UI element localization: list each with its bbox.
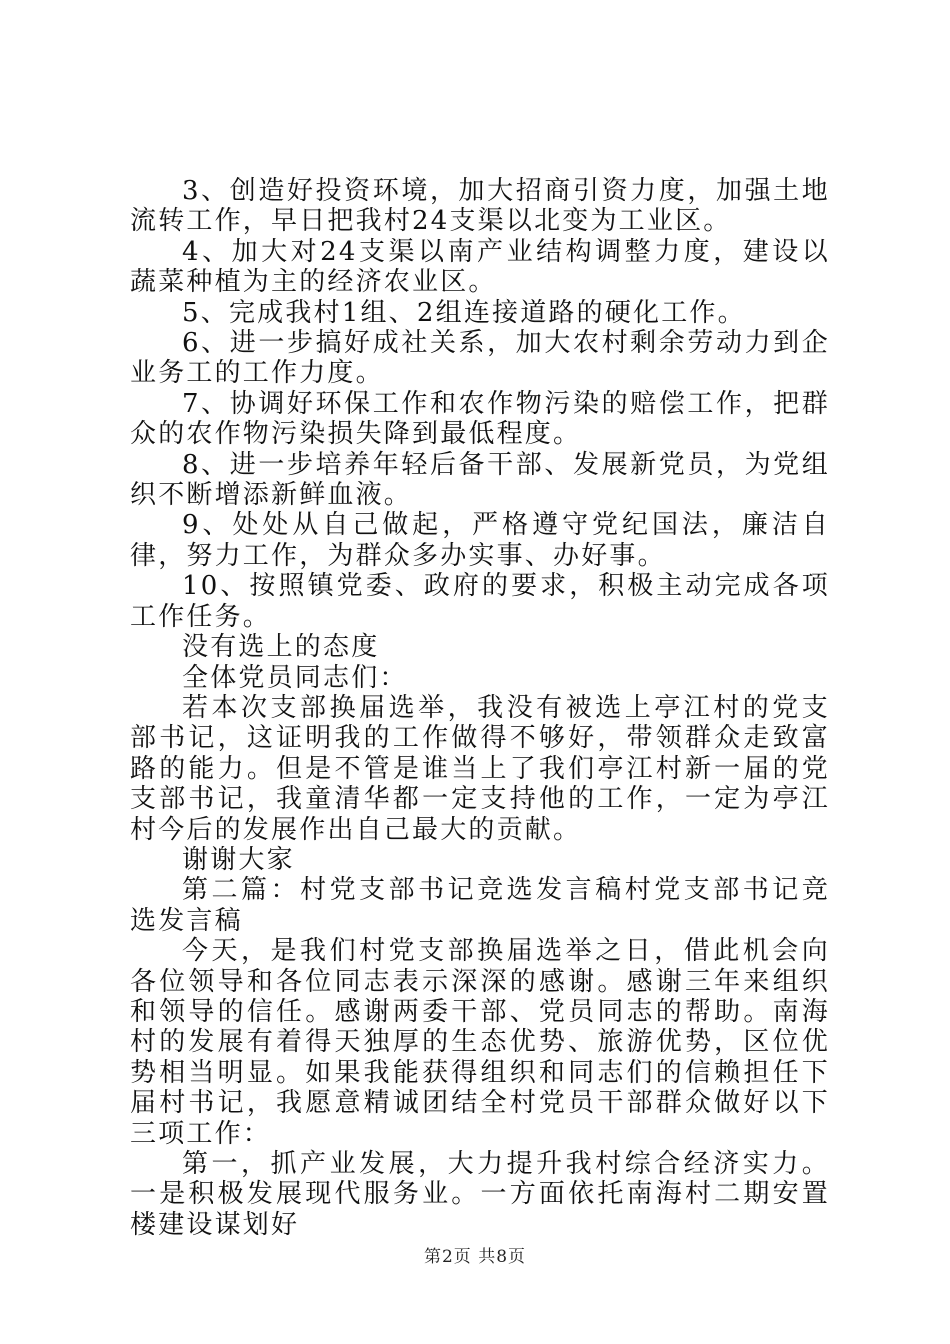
section-heading-not-elected: 没有选上的态度 [182,632,380,663]
paragraph-item-5: 5、完成我村1组、2组连接道路的硬化工作。 [182,297,746,328]
paragraph-election-intro: 今天，是我们村党支部换届选举之日，借此机会向各位领导和各位同志表示深深的感谢。感谢三年来组织和领导的信任。感谢两委干部、党员同志的帮助。南海村的发展有着得天独厚的生态优势、旅游优势，区位优势相当明显。如果我能获得组织和同志们的信赖担任下届村书记，我愿意精诚团结全村党员干部群众做好以下三项工作： [130,936,830,1149]
paragraph-not-elected-statement: 若本次支部换届选举，我没有被选上亭江村的党支部书记，这证明我的工作做得不够好，带领群众走致富路的能力。但是不管是谁当上了我们亭江村新一届的党支部书记，我童清华都一定支持他的工作，一定为亭江村今后的发展作出自己最大的贡献。 [130,692,830,845]
document-body [130,176,830,1240]
paragraph-item-8: 8、进一步培养年轻后备干部、发展新党员，为党组织不断增添新鲜血液。 [130,449,830,511]
paragraph-item-7: 7、协调好环保工作和农作物污染的赔偿工作，把群众的农作物污染损失降到最低程度。 [130,388,830,450]
page-number-footer: 第2页 共8页 [423,1247,527,1267]
paragraph-item-3: 3、创造好投资环境，加大招商引资力度，加强土地流转工作，早日把我村24支渠以北变为工业区。 [130,176,830,237]
paragraph-item-9: 9、处处从自己做起，严格遵守党纪国法，廉洁自律，努力工作，为群众多办实事、办好事。 [130,510,830,571]
paragraph-first-task: 第一，抓产业发展，大力提升我村综合经济实力。一是积极发展现代服务业。一方面依托南海村二期安置楼建设谋划好 [130,1149,830,1240]
section-heading-part-two: 第二篇：村党支部书记竞选发言稿村党支部书记竞选发言稿 [130,875,830,936]
closing-thanks: 谢谢大家 [182,844,295,875]
paragraph-item-6: 6、进一步搞好成社关系，加大农村剩余劳动力到企业务工的工作力度。 [130,328,830,389]
salutation: 全体党员同志们： [182,662,408,693]
paragraph-item-4: 4、加大对24支渠以南产业结构调整力度，建设以蔬菜种植为主的经济农业区。 [130,236,830,298]
paragraph-item-10: 10、按照镇党委、政府的要求，积极主动完成各项工作任务。 [130,571,830,632]
